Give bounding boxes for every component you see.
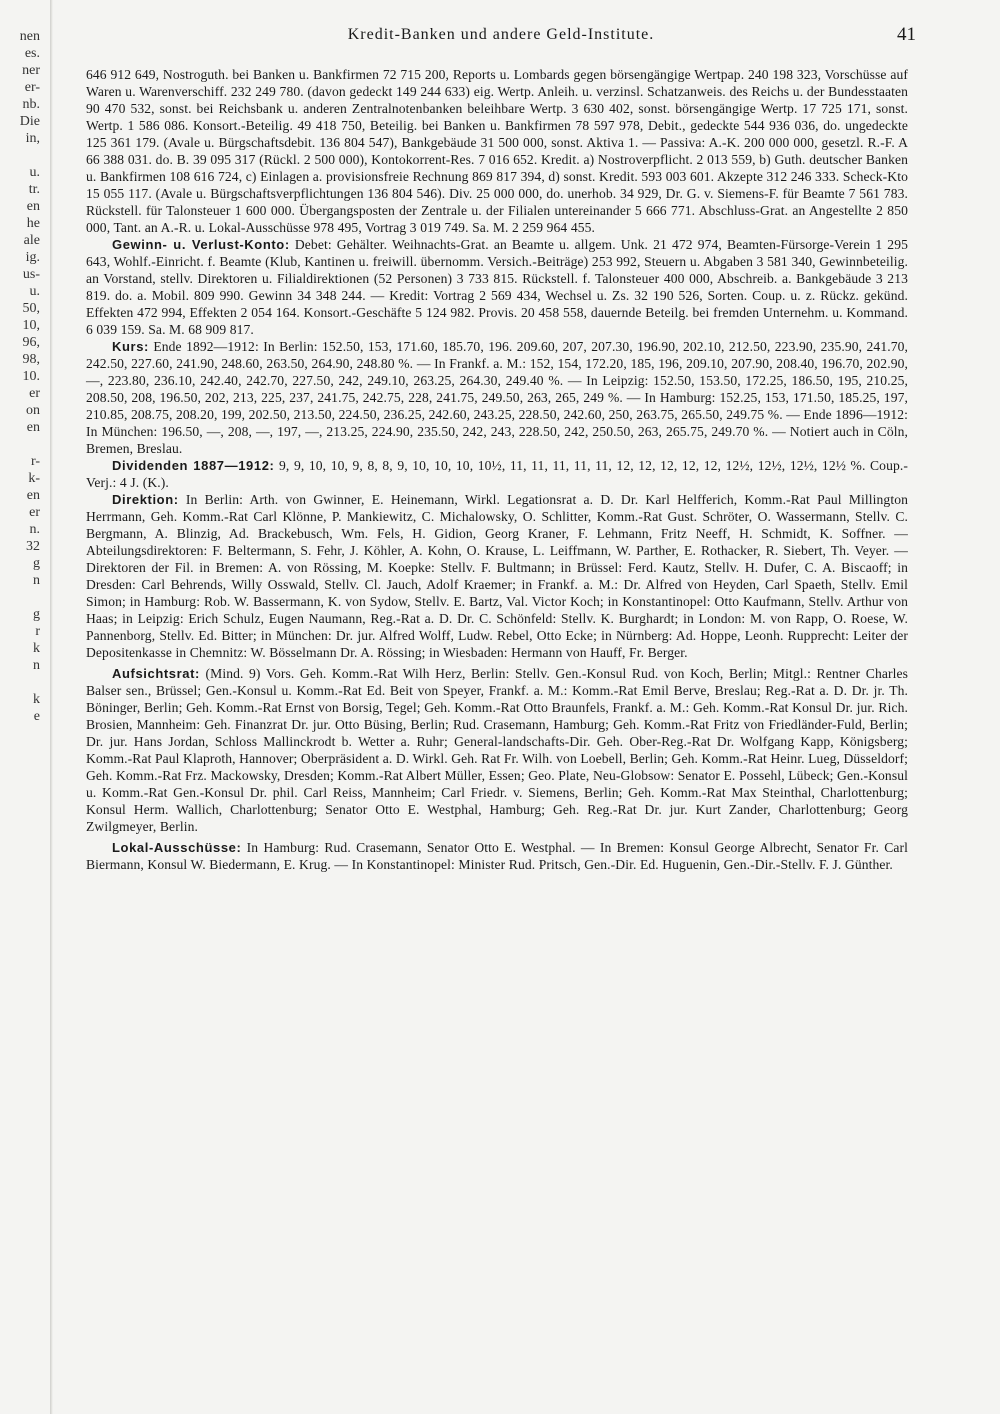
margin-fragment: r- (30, 454, 40, 469)
margin-fragment: k (33, 692, 40, 707)
margin-fragment: nen (19, 29, 40, 44)
dividenden-label: Dividenden 1887—1912: (112, 458, 275, 473)
margin-fragment (0, 147, 40, 164)
margin-fragment: us- (22, 267, 40, 282)
kurs-text: Ende 1892—1912: In Berlin: 152.50, 153, 171.60, 185.70, 196. 209.60, 207, 207.30, 196.90, 202.10, 212.50, 223.90, 235.90, 241.70, 242.50, 227.60, 241.90, 248.60, 263.50, 264.90, 248.80 %. — In Frankf. a. M.: 152, 154, 172.20, 185, 196, 209.10, 207.90, 208.40, 196.70, 202.90, —, 223.80, 236.10, 242.40, 242.70, 227.50, 242, 249.10, 263.25, 264.30, 249.40 %. — In Leipzig: 152.50, 153.50, 172.25, 186.50, 195, 210.25, 208.50, 208, 196.50, 202, 213, 225, 237, 241.75, 242.75, 228, 241.75, 249.50, 263, 265, 249 %. — In Hamburg: 152.25, 153, 171.50, 185.25, 197, 210.85, 208.75, 208.20, 199, 202.50, 213.50, 224.50, 236.25, 242.60, 243.25, 228.50, 242.60, 250, 263.75, 265.50, 249.75 %. — Ende 1896—1912: In München: 196.50, —, 208, —, 197, —, 213.25, 224.90, 235.50, 242, 243, 228.50, 242, 250.50, 263, 265.75, 249.70 %. — Notiert auch in Cöln, Bremen, Breslau. (86, 339, 909, 456)
margin-fragment: 50, (22, 301, 40, 316)
margin-fragment: nb. (22, 97, 40, 112)
dividenden-text: 9, 9, 10, 10, 9, 8, 8, 9, 10, 10, 10, 10½, 11, 11, 11, 11, 11, 12, 12, 12, 12, 12, 12½, 12½, 12½, 12½ %. Coup.-Verj.: 4 J. (K.). (86, 458, 908, 490)
margin-fragment (0, 725, 40, 742)
gewinn-verlust-section (86, 236, 908, 338)
margin-fragment: 32 (26, 539, 40, 554)
lokal-ausschuesse-label: Lokal-Ausschüsse: (112, 840, 242, 855)
margin-fragment (0, 793, 40, 810)
page-number: 41 (897, 24, 916, 45)
margin-fragment: 98, (22, 352, 40, 367)
margin-fragment: 10, (22, 318, 40, 333)
margin-fragment: u. (29, 284, 40, 299)
page-fold (50, 0, 53, 1414)
kurs-label: Kurs: (112, 339, 149, 354)
bilanz-continuation: 646 912 649, Nostroguth. bei Banken u. Bankfirmen 72 715 200, Reports u. Lombards gegen börsengängige Wertpap. 240 198 323, Vorschüsse auf Waren u. Warenverschiff. 232 249 780. (davon gedeckt 149 244 633) eig. Wertp. Anleih. u. verzinsl. Schatzanweis. des Reichs u. der Bundesstaaten 90 470 532, sonst. bei Reichsbank u. anderen Zentralnotenbanken beleihbare Wertp. 3 630 402, sonst. börsengängige Wertp. 17 725 171, sonst. Wertp. 1 586 086. Konsort.-Beteilig. 49 418 750, Beteilig. bei Banken u. Bankfirmen 78 597 978, Debit., gedeckte 544 936 036, do. ungedeckte 125 361 179. (Avale u. Bürgschaftsdebit. 136 804 547), Bankgebäude 31 500 000, sonst. Aktiva 1. — Passiva: A.-K. 200 000 000, gesetzl. R.-F. A 66 388 031. do. B. 39 095 317 (Rückl. 2 500 000), Kontokorrent-Res. 7 016 652. Kredit. a) Nostroverpflicht. 2 013 559, b) Guth. deutscher Banken u. Bankfirmen 108 616 724, c) Einlagen a. provisionsfreie Rechnung 869 817 394, d) sonst. Kredit. 593 003 601. Akzepte 312 246 333. Scheck-Kto 15 055 117. (Avale u. Bürgschaftsverpflichtungen 136 804 546). Div. 25 000 000, do. unerhob. 34 929, Dr. G. v. Siemens-F. für Beamte 7 561 783. Rückstell. für Talonsteuer 1 600 000. Übergangsposten der Zentrale u. der Filialen untereinander 5 666 771. Abschluss-Grat. an Angestellte 2 850 000, Tant. an A.-R. u. Lokal-Ausschüsse 978 495, Vortrag 3 019 749. Sa. M. 2 259 964 455. (86, 67, 908, 235)
margin-fragment (0, 759, 40, 776)
margin-fragment: k (33, 641, 40, 656)
margin-text-column (0, 28, 40, 878)
margin-fragment: r (35, 624, 40, 639)
margin-fragment: er- (24, 80, 40, 95)
margin-fragment: en (26, 199, 40, 214)
margin-fragment: g (33, 607, 40, 622)
aufsichtsrat-text: (Mind. 9) Vors. Geh. Komm.-Rat Wilh Herz, Berlin: Stellv. Gen.-Konsul Rud. von Koch, Berlin; Mitgl.: Rentner Charles Balser sen., Brüssel; Gen.-Konsul u. Komm.-Rat Ed. Beit von Speyer, Frankf. a. M.: Komm.-Rat Emil Berve, Breslau; Reg.-Rat a. D. Dr. jr. Th. Böninger, Berlin; Geh. Komm.-Rat Ernst von Borsig, Tegel; Geh. Komm.-Rat Otto Braunfels, Frankf. a. M.: Geh. Komm.-Rat Konsul Dr. jur. Rich. Brosien, Mannheim: Geh. Finanzrat Dr. jur. Otto Büsing, Berlin; Rud. Crasemann, Hamburg; Geh. Komm.-Rat Fritz von Friedländer-Fuld, Berlin; Dr. jur. Hans Jordan, Schloss Mallinckrodt b. Wetter a. Ruhr; General-landschafts-Dir. Geh. Ober-Reg.-Rat Dr. Wolfgang Kapp, Königsberg; Komm.-Rat Paul Klaproth, Hannover; Oberpräsident a. D. Wirkl. Geh. Rat Fr. Wilh. von Loebell, Berlin; Geh. Komm.-Rat Heinr. Lueg, Düsseldorf; Geh. Komm.-Rat Frz. Mackowsky, Dresden; Komm.-Rat Albert Müller, Essen; Geo. Plate, Neu-Globsow: Senator E. Possehl, Lübeck; Gen.-Konsul u. Komm.-Rat Gen.-Konsul Dr. phil. Carl Reiss, Mannheim; Carl Friedr. v. Siemens, Berlin; Geh. Komm.-Rat Max Steinthal, Charlottenburg; Konsul Herm. Wallich, Charlottenburg; Senator Otto E. Westphal, Hamburg; Geh. Reg.-Rat Dr. jur. Kurt Zander, Charlottenburg; Georg Zwilgmeyer, Berlin. (86, 666, 909, 834)
margin-fragment: n (33, 658, 40, 673)
margin-fragment (0, 742, 40, 759)
margin-fragment: 10. (22, 369, 40, 384)
margin-fragment: ale (23, 233, 40, 248)
margin-fragment: Die (19, 114, 40, 129)
gewinn-verlust-label: Gewinn- u. Verlust-Konto: (112, 237, 290, 252)
margin-fragment: he (26, 216, 40, 231)
aufsichtsrat-section (86, 665, 908, 835)
margin-fragment: es. (24, 46, 40, 61)
margin-fragment: on (26, 403, 40, 418)
direktion-section (86, 491, 908, 661)
margin-fragment (0, 844, 40, 861)
margin-fragment: e (33, 709, 40, 724)
margin-fragment (0, 810, 40, 827)
lokal-ausschuesse-text: In Hamburg: Rud. Crasemann, Senator Otto E. Westphal. — In Bremen: Konsul George Albrecht, Senator Fr. Carl Biermann, Konsul W. Biedermann, E. Krug. — In Konstantinopel: Minister Rud. Pritsch, Gen.-Dir. Ed. Huguenin, Gen.-Dir.-Stellv. F. J. Günther. (86, 840, 909, 872)
margin-fragment: 96, (22, 335, 40, 350)
margin-fragment: en (26, 488, 40, 503)
margin-fragment (0, 861, 40, 878)
dividenden-section (86, 457, 908, 491)
margin-fragment: tr. (28, 182, 40, 197)
margin-fragment: g (33, 556, 40, 571)
margin-fragment: in, (25, 131, 40, 146)
left-margin-fragments (0, 0, 44, 1414)
aufsichtsrat-label: Aufsichtsrat: (112, 666, 200, 681)
running-title: Kredit-Banken und andere Geld-Institute. (347, 26, 655, 43)
lokal-ausschuesse-section (86, 839, 908, 873)
margin-fragment: n. (29, 522, 40, 537)
margin-fragment: n (33, 573, 40, 588)
margin-fragment: er (29, 386, 40, 401)
margin-fragment: u. (29, 165, 40, 180)
margin-fragment: ig. (25, 250, 40, 265)
margin-fragment (0, 436, 40, 453)
margin-fragment: er (29, 505, 40, 520)
margin-fragment (0, 827, 40, 844)
margin-fragment (0, 589, 40, 606)
direktion-label: Direktion: (112, 492, 179, 507)
margin-fragment: ner (22, 63, 40, 78)
margin-fragment (0, 776, 40, 793)
kurs-section (86, 338, 908, 457)
page-header (86, 26, 916, 50)
page-body (86, 66, 908, 873)
direktion-text: In Berlin: Arth. von Gwinner, E. Heinemann, Wirkl. Legationsrat a. D. Dr. Karl Helfferich, Komm.-Rat Paul Millington Herrmann, Geh. Komm.-Rat Carl Klönne, P. Mankiewitz, C. Michalowsky, O. Schlitter, Komm.-Rat Gust. Schröter, O. Wassermann, Stellv. C. Bergmann, A. Blinzig, Ad. Brackebusch, Wm. Fels, H. Gidion, Georg Kraner, F. Lehmann, Fritz Neeff, H. Schmidt, K. Soffner. — Abteilungsdirektoren: F. Beltermann, S. Fehr, J. Köhler, A. Kohn, O. Krause, L. Leiffmann, W. Parther, E. Rothacker, R. Siebert, Th. Veyer. — Direktoren der Fil. in Bremen: A. von Rössing, M. Koepke: Stellv. F. Bultmann; in Brüssel: Ferd. Kautz, Stellv. H. Dufer, C. A. Biscaoff; in Dresden: Carl Behrends, Willy Osswald, Stellv. Cl. Jauch, Adolf Kraemer; in Frankf. a. M.: Dr. Alfred von Heyden, Carl Spaeth, Stellv. Emil Simon; in Hamburg: Rob. W. Bassermann, K. von Sydow, Stellv. E. Bartz, Val. Victor Koch; in Konstantinopel: Otto Kaufmann, Stellv. Arthur von Haas; in Leipzig: Erich Schulz, Eugen Naumann, Reg.-Rat a. D. Dr. C. Schönfeld: Stellv. K. Burghardt; in London: M. von Rapp, O. Roese, W. Pannenborg, Stellv. Ed. Bitter; in München: Dr. jur. Alfred Wolff, Ludw. Rebel, Otto Ecke; in Nürnberg: Ad. Hoppe, Leonh. Rupprecht: Leiter der Depositenkasse in Chemnitz: W. Bösselmann Dr. A. Rössing; in Wiesbaden: Hermann von Hauff, Fr. Berger. (86, 492, 908, 660)
margin-fragment: en (26, 420, 40, 435)
margin-fragment (0, 674, 40, 691)
margin-fragment: k- (28, 471, 40, 486)
gewinn-verlust-text: Debet: Gehälter. Weihnachts-Grat. an Beamte u. allgem. Unk. 21 472 974, Beamten-Fürsorge-Verein 1 295 643, Wohlf.-Einricht. f. Beamte (Klub, Kantinen u. freiwill. übernomm. Versich.-Beiträge) 253 992, Steuern u. Abgaben 3 581 340, Gewinnbeteilig. an Vorstand, stellv. Direktoren u. Filialdirektionen (52 Personen) 3 733 815. Rückstell. f. Talonsteuer 400 000, Abschreib. a. Bankgebäude 3 213 819. do. a. Mobil. 809 990. Gewinn 34 348 244. — Kredit: Vortrag 2 569 434, Wechsel u. Zs. 32 190 526, Sorten. Coup. u. z. Rückz. gekünd. Effekten 472 994, Effekten 2 054 164. Konsort.-Geschäfte 5 124 982. Provis. 20 458 558, dauernde Beteilg. bei fremden Unternehm. u. Kommand. 6 039 159. Sa. M. 68 909 817. (86, 237, 909, 337)
